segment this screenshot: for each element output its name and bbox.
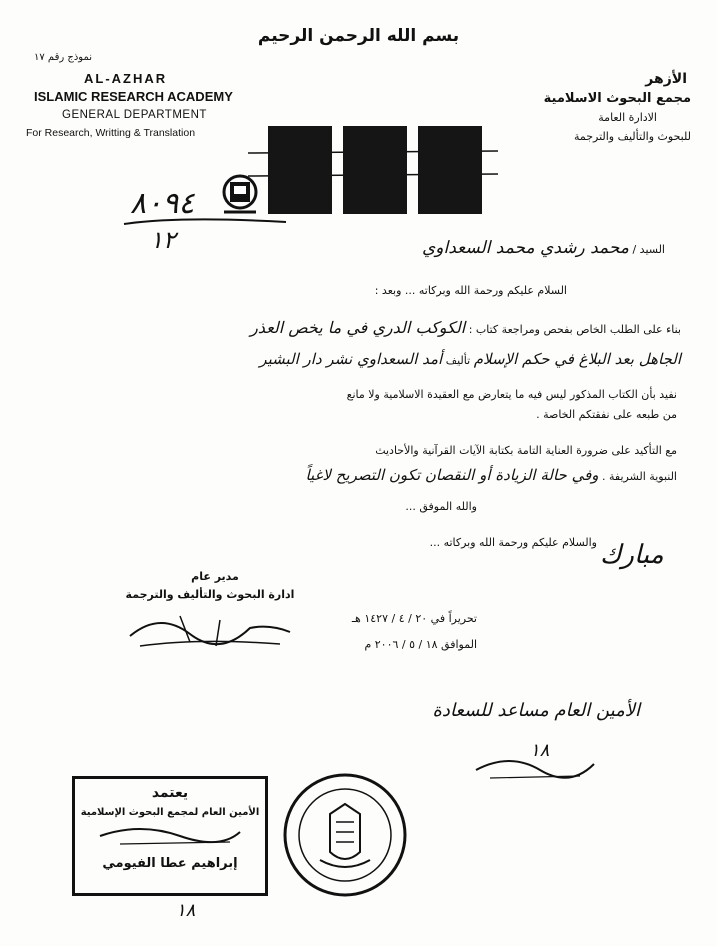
- approval-stamp-line-3: إبراهيم عطا الفيومي: [102, 856, 238, 871]
- arabic-header-line-3: الادارة العامة: [598, 111, 657, 124]
- seal-emblem-icon: [280, 770, 410, 900]
- closing-1: والله الموفق ...: [405, 500, 477, 513]
- form-number: نموذج رقم ١٧: [34, 52, 93, 63]
- english-header-line-2: ISLAMIC RESEARCH ACADEMY: [34, 89, 233, 104]
- reference-secondary: ١٢: [150, 226, 176, 254]
- approval-stamp-line-2: الأمين العام لمجمع البحوث الإسلامية: [80, 807, 260, 818]
- paragraph-2-line-1: نفيد بأن الكتاب المذكور ليس فيه ما يتعارض مع العقيدة الاسلامية ولا مانع: [346, 388, 677, 401]
- signature-title: مدير عام: [191, 570, 239, 583]
- addressee-prefix: السيد /: [632, 243, 665, 256]
- addressee-line: [422, 238, 665, 258]
- paragraph-3-line-2: [305, 466, 677, 484]
- reference-number: ٨٠٩٤: [130, 186, 195, 221]
- closing-2: والسلام عليكم ورحمة الله وبركاته ...: [429, 536, 597, 549]
- redacted-block-1: [268, 126, 332, 214]
- addressee-name: محمد رشدي محمد السعداوي: [421, 238, 629, 258]
- paragraph-2-line-2: من طبعه على نفقتكم الخاصة .: [536, 408, 677, 421]
- director-signature: [120, 606, 300, 656]
- bottom-handwritten-note: الأمين العام مساعد للسعادة: [432, 700, 640, 721]
- bottom-handwritten-number: ١٨: [530, 740, 550, 761]
- arabic-header-line-2: مجمع البحوث الاسلامية: [543, 91, 691, 106]
- greeting: السلام عليكم ورحمة الله وبركاته ... وبعد :: [374, 284, 567, 297]
- approval-stamp-line-1: يعتمد: [151, 785, 189, 801]
- date-gregorian: الموافق ١٨ / ٥ / ٢٠٠٦ م: [364, 638, 477, 651]
- english-header-line-1: AL-AZHAR: [84, 71, 168, 86]
- book-title-continued: الجاهل بعد البلاغ في حكم الإسلام: [473, 350, 681, 368]
- paragraph-1-printed: بناء على الطلب الخاص بفحص ومراجعة كتاب :: [468, 323, 681, 336]
- reference-underline: [120, 214, 290, 234]
- approval-signature: [90, 818, 250, 852]
- margin-note: مبارك: [600, 540, 664, 570]
- book-title: الكوكب الدري في ما يخص العذر: [250, 318, 466, 337]
- paragraph-1-line-1: [250, 318, 681, 337]
- basmala: بسم الله الرحمن الرحيم: [257, 26, 460, 46]
- author-label: تأليف: [445, 354, 471, 367]
- page-number: ١٨: [176, 900, 196, 921]
- signature-department: ادارة البحوث والتأليف والترجمة: [125, 588, 295, 601]
- bottom-signature: [470, 750, 600, 784]
- official-seal: [280, 770, 410, 900]
- date-hijri: تحريراً في ٢٠ / ٤ / ١٤٢٧ هـ: [351, 612, 477, 625]
- approval-stamp: [72, 776, 268, 896]
- arabic-header-line-1: الأزهر: [645, 71, 687, 87]
- redacted-block-3: [418, 126, 482, 214]
- paragraph-3-line-1: مع التأكيد على ضرورة العناية التامة بكتابة الآيات القرآنية والأحاديث: [375, 444, 677, 457]
- english-header-line-4: For Research, Writting & Translation: [26, 127, 196, 139]
- paragraph-3-printed: النبوية الشريفة .: [602, 470, 677, 483]
- paragraph-1-line-2: [259, 350, 681, 368]
- author-name: أمد السعداوي نشر دار البشير: [259, 350, 443, 368]
- arabic-header-line-4: للبحوث والتأليف والترجمة: [573, 130, 691, 143]
- paragraph-3-handwritten: وفي حالة الزيادة أو النقصان تكون التصريح لاغياً: [305, 466, 599, 484]
- redacted-block-2: [343, 126, 407, 214]
- english-header: [26, 70, 276, 142]
- english-header-line-3: GENERAL DEPARTMENT: [62, 109, 207, 121]
